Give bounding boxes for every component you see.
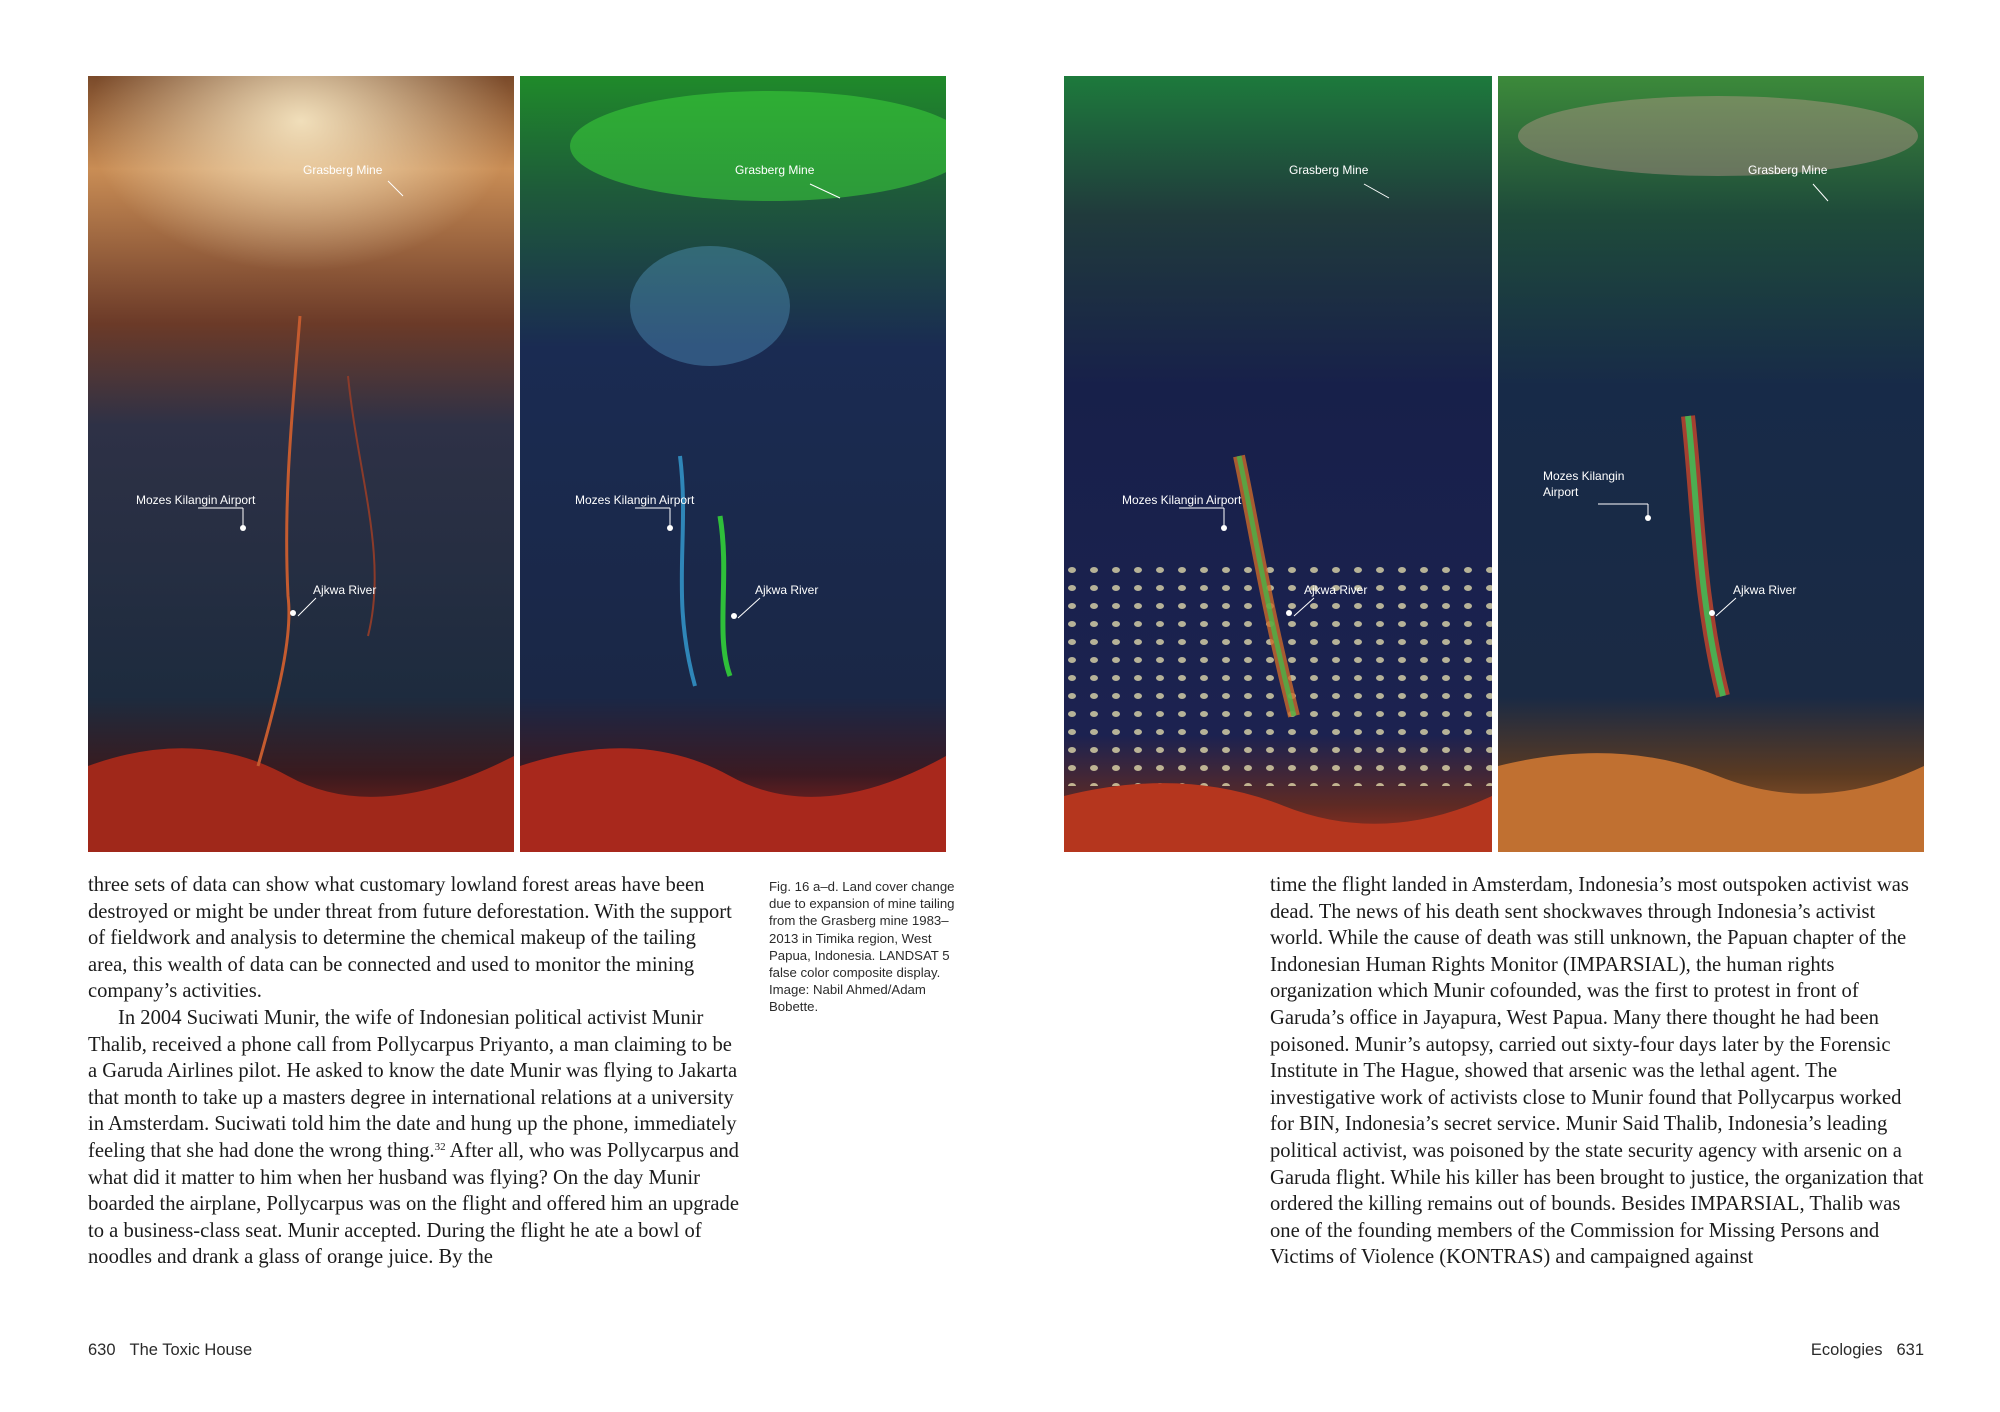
satellite-image-c bbox=[1064, 76, 1492, 852]
satellite-image-b bbox=[520, 76, 946, 852]
left-body-column bbox=[88, 872, 740, 1271]
svg-text:Mozes Kilangin Airport: Mozes Kilangin Airport bbox=[136, 493, 256, 507]
right-body-column bbox=[1270, 872, 1924, 1271]
page-number: 631 bbox=[1896, 1341, 1924, 1359]
svg-text:Grasberg Mine: Grasberg Mine bbox=[1289, 163, 1369, 177]
svg-text:Grasberg Mine: Grasberg Mine bbox=[303, 163, 383, 177]
right-page-footer bbox=[1811, 1341, 1924, 1360]
satellite-image-a bbox=[88, 76, 514, 852]
svg-text:Mozes Kilangin: Mozes Kilangin bbox=[1543, 469, 1625, 483]
satellite-image-d bbox=[1498, 76, 1924, 852]
svg-text:Ajkwa River: Ajkwa River bbox=[1733, 583, 1797, 597]
footnote-ref[interactable]: 32 bbox=[434, 1140, 446, 1153]
svg-text:Ajkwa River: Ajkwa River bbox=[313, 583, 377, 597]
running-title: The Toxic House bbox=[129, 1341, 253, 1359]
paragraph: three sets of data can show what customary lowland forest areas have been destroyed or might be under threat from future deforestation. With the support of fieldwork and analysis to determine the chemical makeup of the tailing area, this wealth of data can be connected and used to monitor the mining company’s activities. bbox=[88, 874, 732, 1003]
svg-text:Ajkwa River: Ajkwa River bbox=[1304, 583, 1368, 597]
running-title: Ecologies bbox=[1810, 1341, 1883, 1359]
left-page-footer bbox=[88, 1341, 252, 1360]
paragraph: In 2004 Suciwati Munir, the wife of Indonesian political activist Munir Thalib, received a phone call from Pollycarpus Priyanto, a man claiming to be a Garuda Airlines pilot. He asked to know the date Munir was flying to Jakarta that month to take up a masters degree in international relations at a university in Amsterdam. Suciwati told him the date and hung up the phone, immediately feeling that she had done the wrong thing.$^{32}$ After all, who was Pollycarpus and what did it matter to him when her husband was flying? On the day Munir boarded the airplane, Pollycarpus was on the flight and offered him an upgrade to a business-class seat. Munir accepted. During the flight he ate a bowl of noodles and drank a glass of orange juice. By the bbox=[88, 1006, 739, 1269]
svg-text:Grasberg Mine: Grasberg Mine bbox=[735, 163, 815, 177]
figure-caption: Fig. 16 a–d. Land cover change due to expansion of mine tailing from the Grasberg mine 1983–2013 in Timika region, West Papua, Indonesia. LANDSAT 5 false color composite display. Image: Nabil Ahmed/Adam Bobette. bbox=[769, 879, 955, 1015]
paragraph: time the flight landed in Amsterdam, Indonesia’s most outspoken activist was dead. The news of his death sent shockwaves through Indonesia’s activist world. While the cause of death was still unknown, the Papuan chapter of the Indonesian Human Rights Monitor (IMPARSIAL), the human rights organization which Munir cofounded, was the first to protest in front of Garuda’s office in Jayapura, West Papua. Many there thought he had been poisoned. Munir’s autopsy, carried out sixty-four days later by the Forensic Institute in The Hague, showed that arsenic was the lethal agent. The investigative work of activists close to Munir found that Pollycarpus worked for BIN, Indonesia’s secret service. Munir Said Thalib, Indonesia’s leading political activist, was poisoned by the state security agency with arsenic on a Garuda flight. While his killer has been brought to justice, the organization that ordered the killing remains out of bounds. Besides IMPARSIAL, Thalib was one of the founding members of the Commission for Missing Persons and Victims of Violence (KONTRAS) and campaigned against bbox=[1270, 874, 1924, 1269]
page-number: 630 bbox=[88, 1341, 116, 1359]
svg-text:Airport: Airport bbox=[1543, 485, 1579, 499]
svg-text:Ajkwa River: Ajkwa River bbox=[755, 583, 819, 597]
svg-text:Grasberg Mine: Grasberg Mine bbox=[1748, 163, 1828, 177]
svg-text:Mozes Kilangin Airport: Mozes Kilangin Airport bbox=[575, 493, 695, 507]
svg-text:Mozes Kilangin Airport: Mozes Kilangin Airport bbox=[1122, 493, 1242, 507]
